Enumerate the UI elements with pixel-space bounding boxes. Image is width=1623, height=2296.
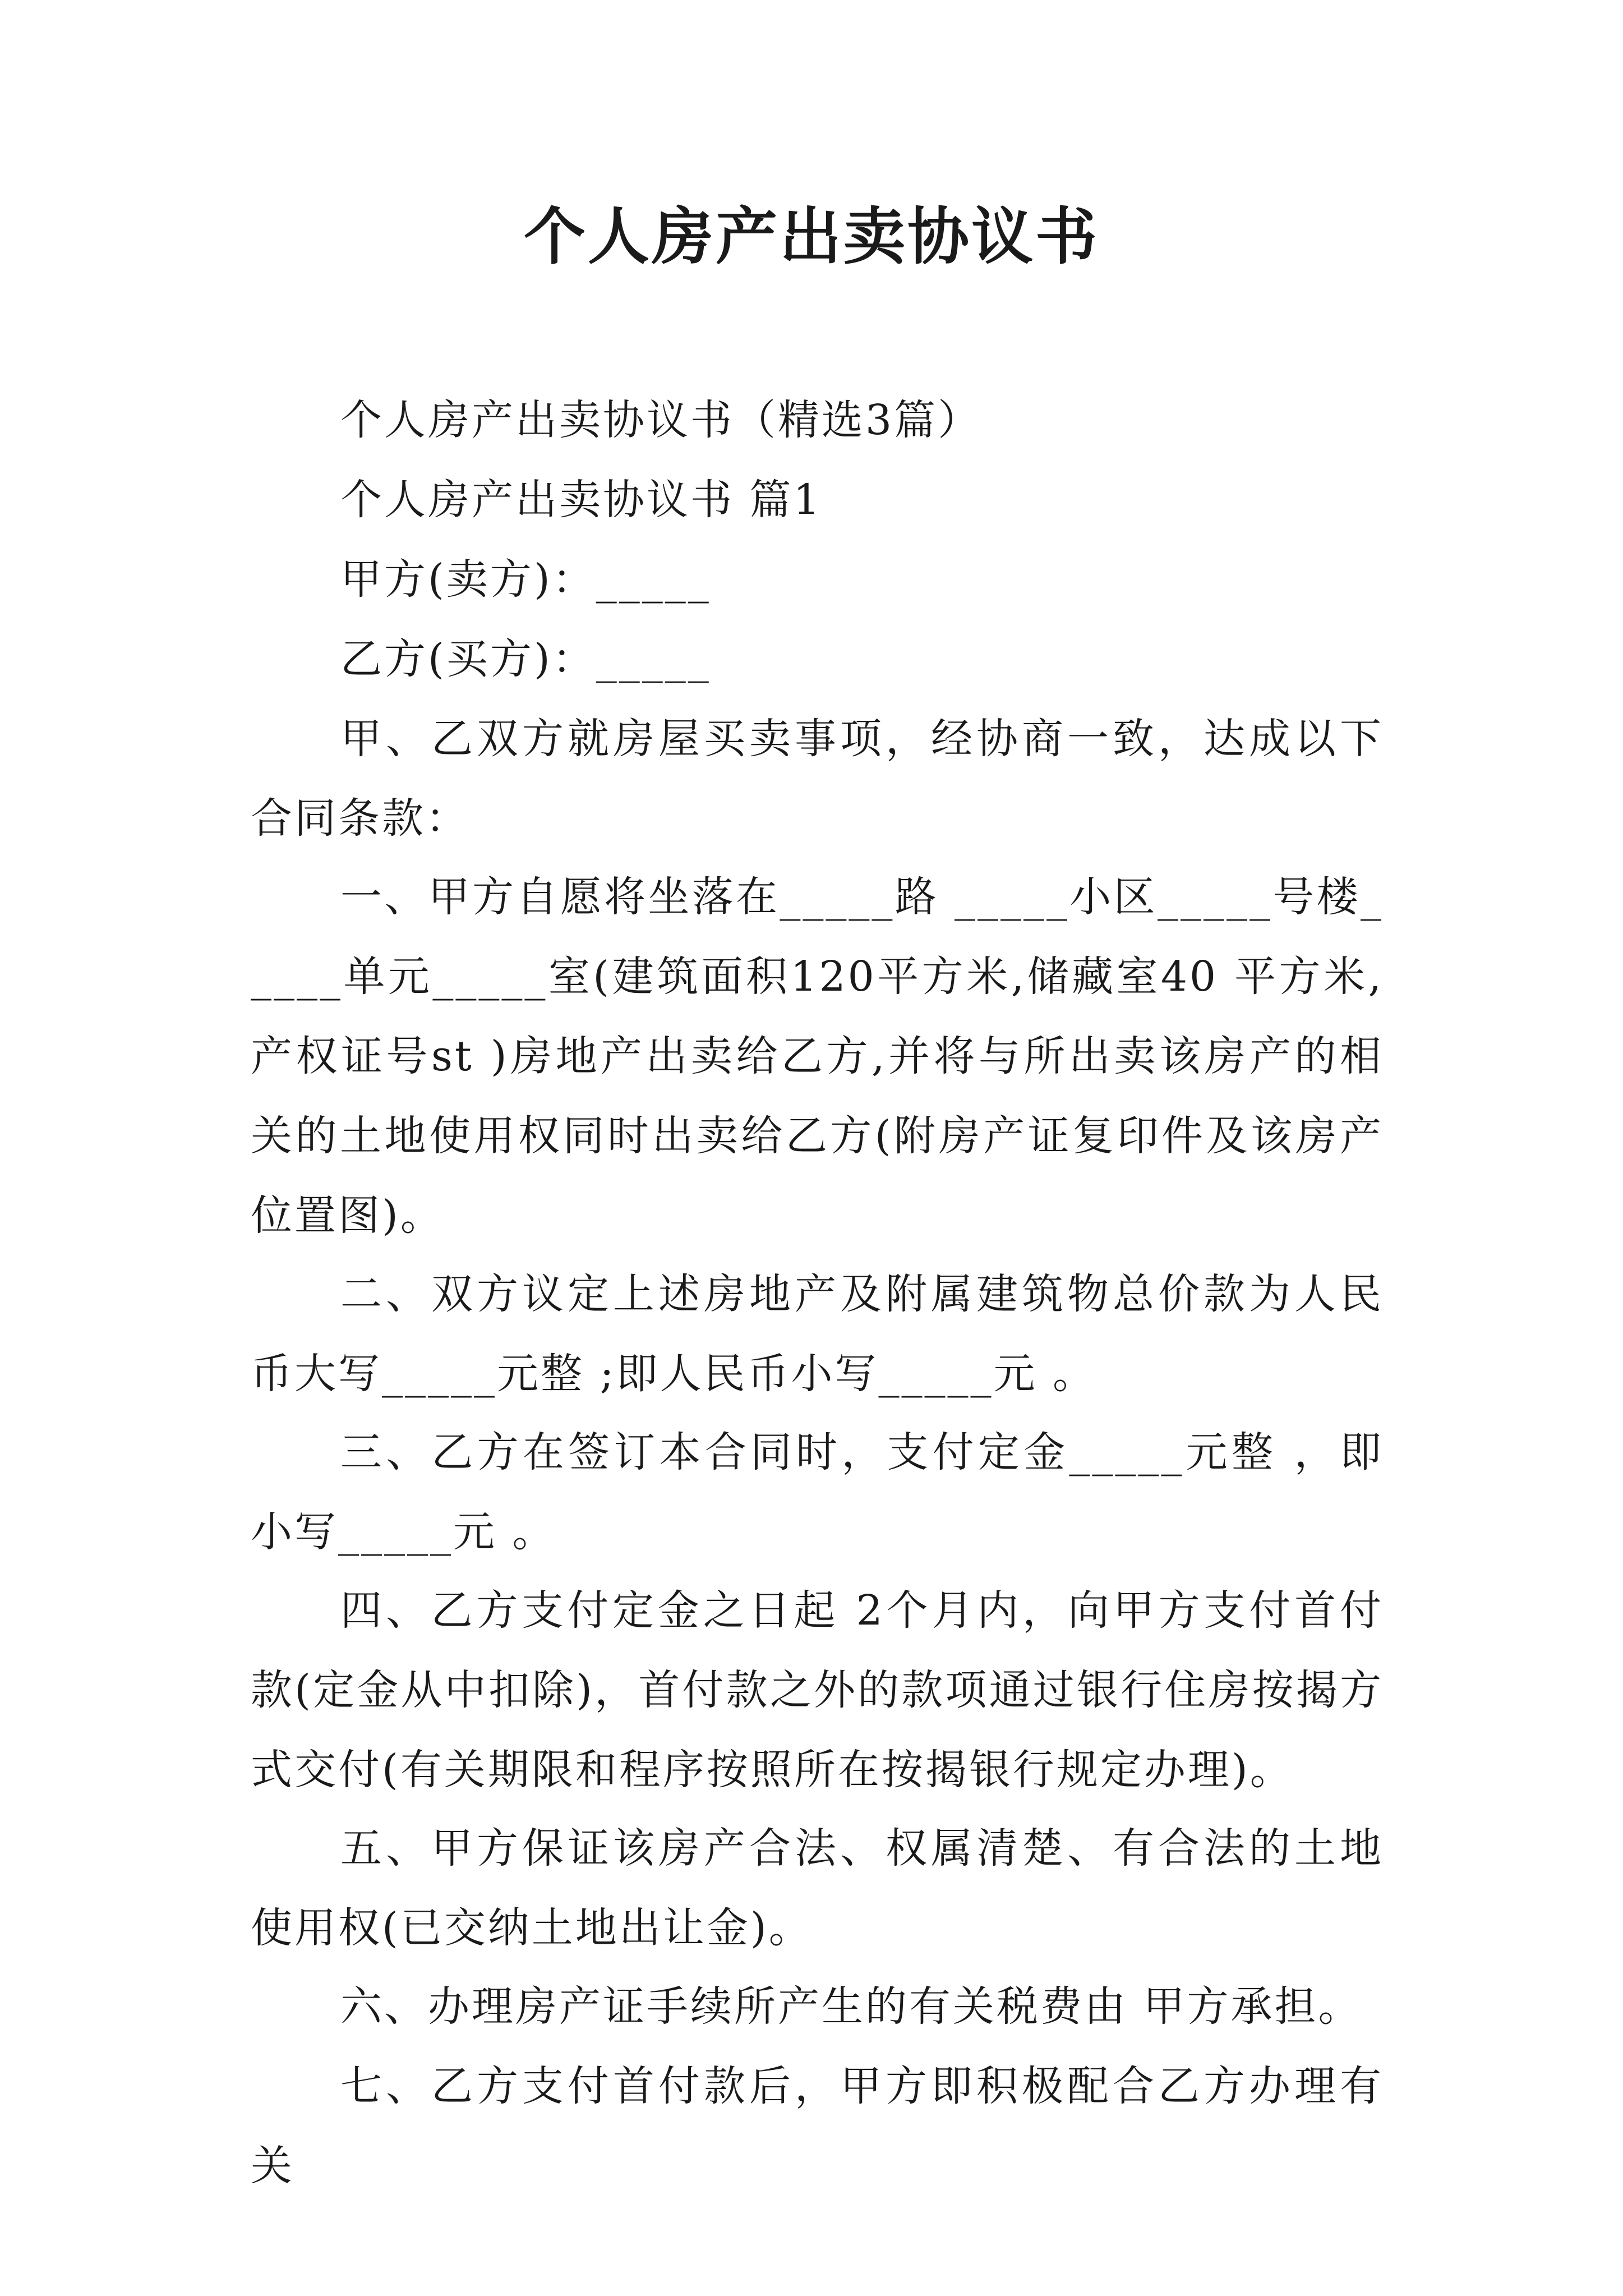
subtitle-part-1: 个人房产出卖协议书 篇1	[340, 476, 822, 524]
document-title: 个人房产出卖协议书	[524, 200, 1099, 273]
clause-5-paragraph: 五、甲方保证该房产合法、权属清楚、有合法的土地使用权(已交纳土地出让金)。	[251, 1824, 1384, 1952]
clause-3-paragraph: 三、乙方在签订本合同时，支付定金_____元整 ，即小写_____元 。	[251, 1428, 1384, 1556]
preamble-paragraph: 甲、乙双方就房屋买卖事项，经协商一致，达成以下合同条款：	[251, 715, 1384, 843]
party-b-line: 乙方(买方)：_____	[340, 635, 711, 683]
clause-4-paragraph: 四、乙方支付定金之日起 2个月内，向甲方支付首付款(定金从中扣除)，首付款之外的款项通过银行住房按揭方式交付(有关期限和程序按照所在按揭银行规定办理)。	[251, 1586, 1384, 1794]
party-a-line: 甲方(卖方)：_____	[340, 555, 711, 604]
clause-6-paragraph: 六、办理房产证手续所产生的有关税费由 甲方承担。	[340, 1982, 1362, 2031]
clause-7-paragraph: 七、乙方支付首付款后，甲方即积极配合乙方办理有关	[251, 2062, 1384, 2190]
clause-1-paragraph: 一、甲方自愿将坐落在_____路 _____小区_____号楼_____单元_____室(建筑面积120平方米,储藏室40 平方米,产权证号st )房地产出卖给乙方,并将与所出卖该房产的相关的土地使用权同时出卖给乙方(附房产证复印件及该房产位置图)。	[251, 873, 1384, 1240]
clause-2-paragraph: 二、双方议定上述房地产及附属建筑物总价款为人民币大写_____元整 ;即人民币小写_____元 。	[251, 1270, 1384, 1398]
subtitle-selection: 个人房产出卖协议书（精选3篇）	[340, 396, 982, 444]
